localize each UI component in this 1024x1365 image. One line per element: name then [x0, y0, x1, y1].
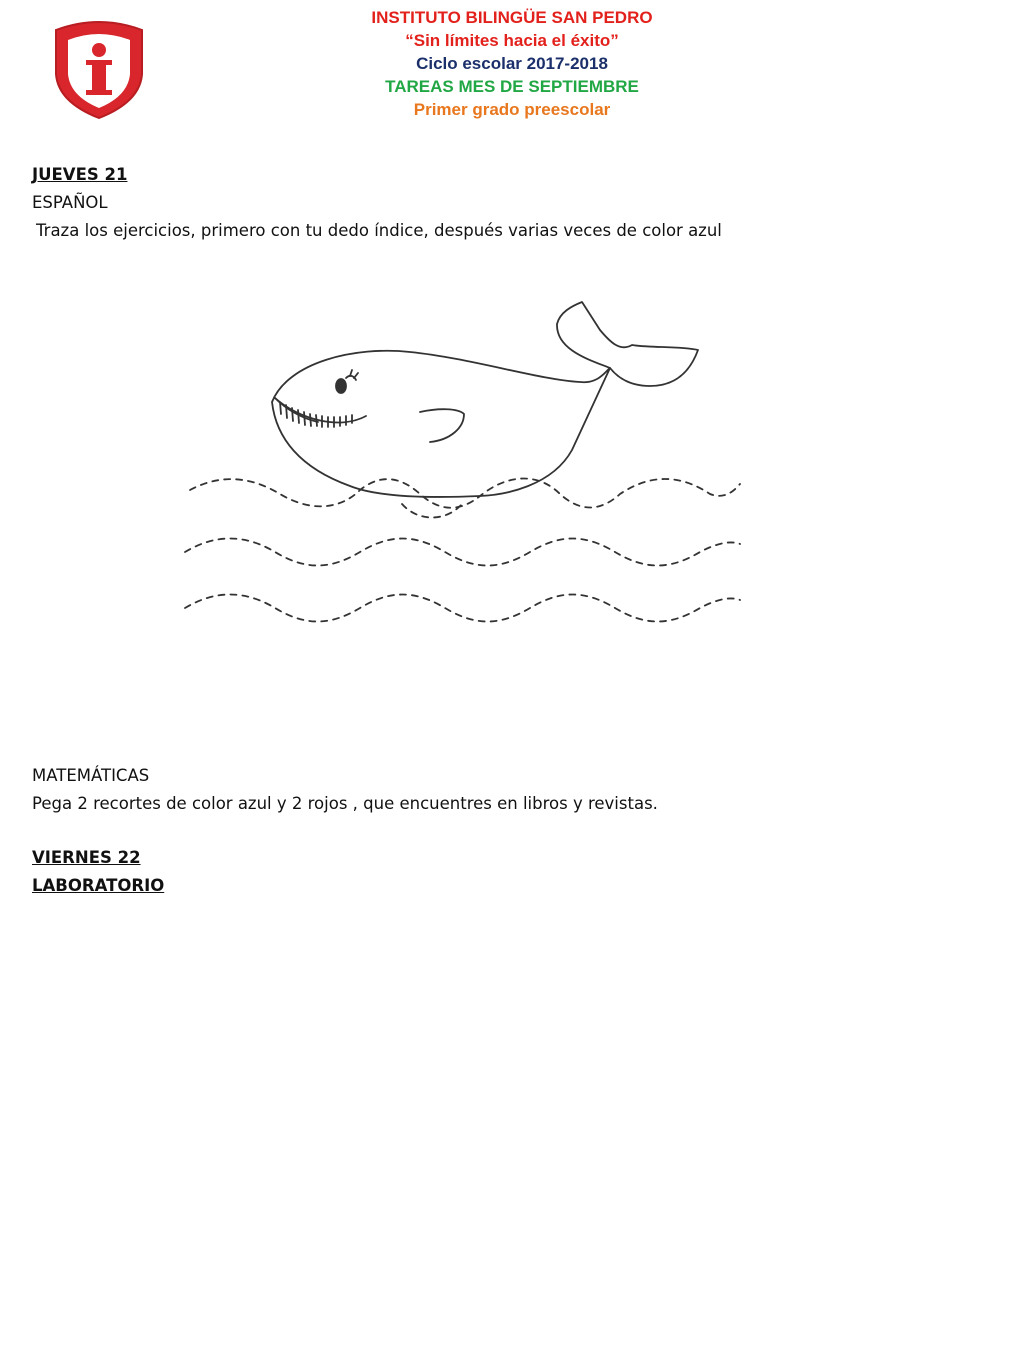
school-motto: “Sin límites hacia el éxito”	[405, 31, 619, 50]
whale-tracing-icon	[180, 290, 750, 635]
instruction-math: Pega 2 recortes de color azul y 2 rojos , que encuentres en libros y revistas.	[32, 794, 658, 813]
school-year: Ciclo escolar 2017-2018	[416, 54, 608, 73]
day-heading-friday: VIERNES 22	[32, 848, 141, 867]
subject-laboratory: LABORATORIO	[32, 876, 165, 895]
subject-spanish: ESPAÑOL	[32, 193, 108, 212]
instruction-spanish: Traza los ejercicios, primero con tu dedo índice, después varias veces de color azul	[36, 221, 722, 240]
grade-level: Primer grado preescolar	[413, 100, 611, 119]
subject-math: MATEMÁTICAS	[32, 766, 150, 785]
school-name: INSTITUTO BILINGÜE SAN PEDRO	[371, 8, 653, 27]
day-heading-thursday: JUEVES 21	[32, 165, 128, 184]
document-header	[0, 6, 1024, 121]
assignment-title: TAREAS MES DE SEPTIEMBRE	[385, 77, 639, 96]
